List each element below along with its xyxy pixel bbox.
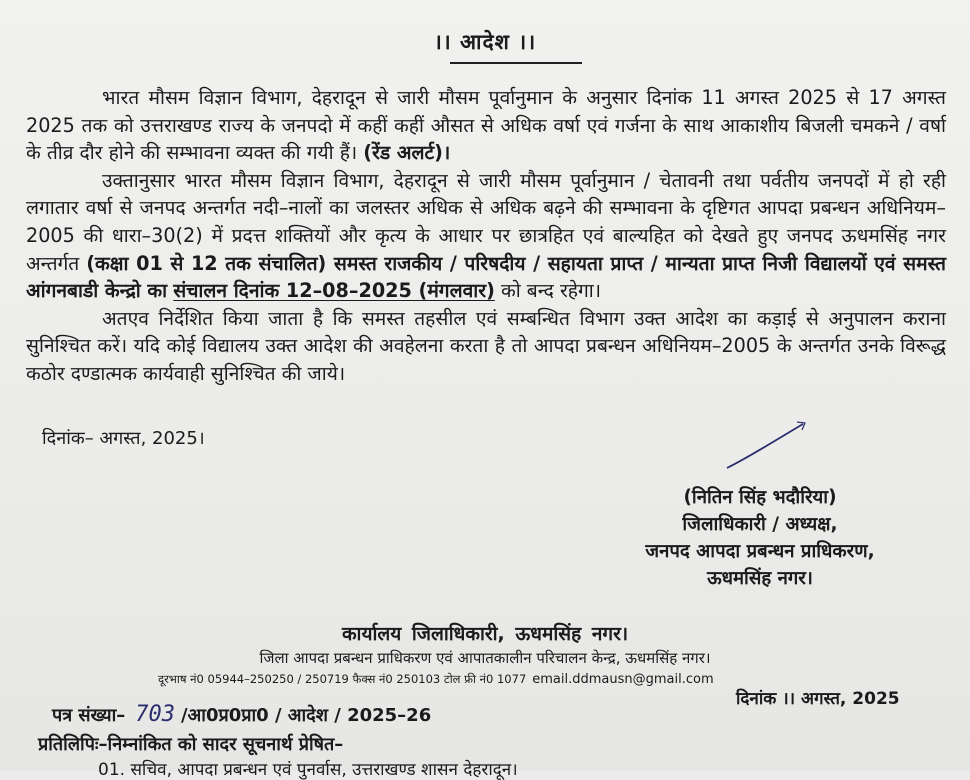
office-title: कार्यालय जिलाधिकारी, ऊधमसिंह नगर। bbox=[341, 623, 629, 645]
paragraph-compliance: अतएव निर्देशित किया जाता है कि समस्त तहसील एवं सम्बन्धित विभाग उक्त आदेश का कड़ाई से अनुपालन कराना सुनिश्चित करें। यदि कोई विद्यालय उक्त आदेश की अवहेलना करता है तो आपदा प्रबन्धन अधिनियम–2005 के अन्तर्गत उनके विरूद्ध कठोर दण्डात्मक कार्यवाही सुनिश्चित की जाये। bbox=[26, 306, 946, 385]
forecast-text: भारत मौसम विज्ञान विभाग, देहरादून से जारी मौसम पूर्वानुमान के अनुसार दिनांक 11 अगस्त 2025 से 17 अगस्त 2025 तक को उत्तराखण्ड राज्य के जनपदो में कहीं कहीं औसत से अधिक वर्षा एवं गर्जना के साथ आकाशीय बिजली चमकने / वर्षा के तीव्र दौर होने की सम्भावना व्यक्त की गयी हैं। bbox=[26, 86, 946, 165]
signatory-name: (नितिन सिंह भदौरिया) bbox=[683, 487, 837, 508]
closure-text: उक्तानुसार भारत मौसम विज्ञान विभाग, देहरादून से जारी मौसम पूर्वानुमान / चेतावनी तथा पर्वतीय जनपदों में हो रही लगातार वर्षा से जनपद अन्तर्गत नदी–नालों का जलस्तर अधिक से अधिक बढ़ने की सम्भावना के दृष्टिगत आपदा प्रबन्धन अधिनियम–2005 की धारा–30(2) में प्रदत्त शक्तियों और कृत्य के आधार पर छात्रहित एवं बाल्यहित को देखते हुए जनपद ऊधमसिंह नगर अन्तर्गत bbox=[26, 168, 946, 275]
letter-number bbox=[52, 702, 431, 727]
closure-date-text: संचालन दिनांक 12–08–2025 (मंगलवार) bbox=[173, 279, 495, 303]
paragraph-forecast bbox=[26, 84, 946, 167]
signature-mark bbox=[721, 418, 811, 478]
order-title: ।। आदेश ।। bbox=[433, 30, 537, 54]
paragraph-closure bbox=[26, 167, 946, 305]
title-underline bbox=[450, 62, 582, 64]
order-date: दिनांक– अगस्त, 2025। bbox=[42, 428, 205, 449]
closure-scope-text: (कक्षा 01 से 12 तक संचालित) समस्त राजकीय / परिषदीय / सहायता प्राप्त / मान्यता प्राप्त निजी विद्यालयों एवं समस्त आंगनबाडी केन्द्रो का bbox=[26, 251, 946, 303]
contact-numbers: दूरभाष नं0 05944–250250 / 250719 फैक्स नं0 250103 टोल फ्री नं0 1077 bbox=[158, 672, 527, 686]
office-email: email.ddmausn@gmail.com bbox=[532, 672, 714, 687]
signatory-designation: जिलाधिकारी / अध्यक्ष, bbox=[682, 514, 838, 535]
copy-list-item: 01. सचिव, आपदा प्रबन्धन एवं पुनर्वास, उत्तराखण्ड शासन देहरादून। bbox=[98, 760, 518, 780]
office-subtitle: जिला आपदा प्रबन्धन प्राधिकरण एवं आपातकालीन परिचालन केन्द्र, ऊधमसिंह नगर। bbox=[259, 649, 711, 667]
issue-date: दिनांक ।। अगस्त, 2025 bbox=[736, 689, 900, 709]
letter-number-label: पत्र संख्या– bbox=[52, 705, 126, 726]
office-contact bbox=[158, 672, 714, 687]
handwritten-number: 703 bbox=[135, 702, 175, 727]
closure-end-text: को बन्द रहेगा। bbox=[500, 279, 602, 303]
order-body bbox=[26, 84, 946, 388]
signatory-authority: जनपद आपदा प्रबन्धन प्राधिकरण, bbox=[645, 541, 875, 562]
signatory-place: ऊधमसिंह नगर। bbox=[707, 568, 813, 589]
red-alert-text: (रेंड अलर्ट)। bbox=[363, 141, 451, 165]
letter-reference: /आ0प्र0प्रा0 / आदेश / 2025–26 bbox=[180, 705, 432, 726]
copy-to-heading: प्रतिलिपिः–निम्नांकित को सादर सूचनार्थ प्रेषित– bbox=[38, 734, 344, 755]
signatory-block bbox=[610, 484, 910, 592]
